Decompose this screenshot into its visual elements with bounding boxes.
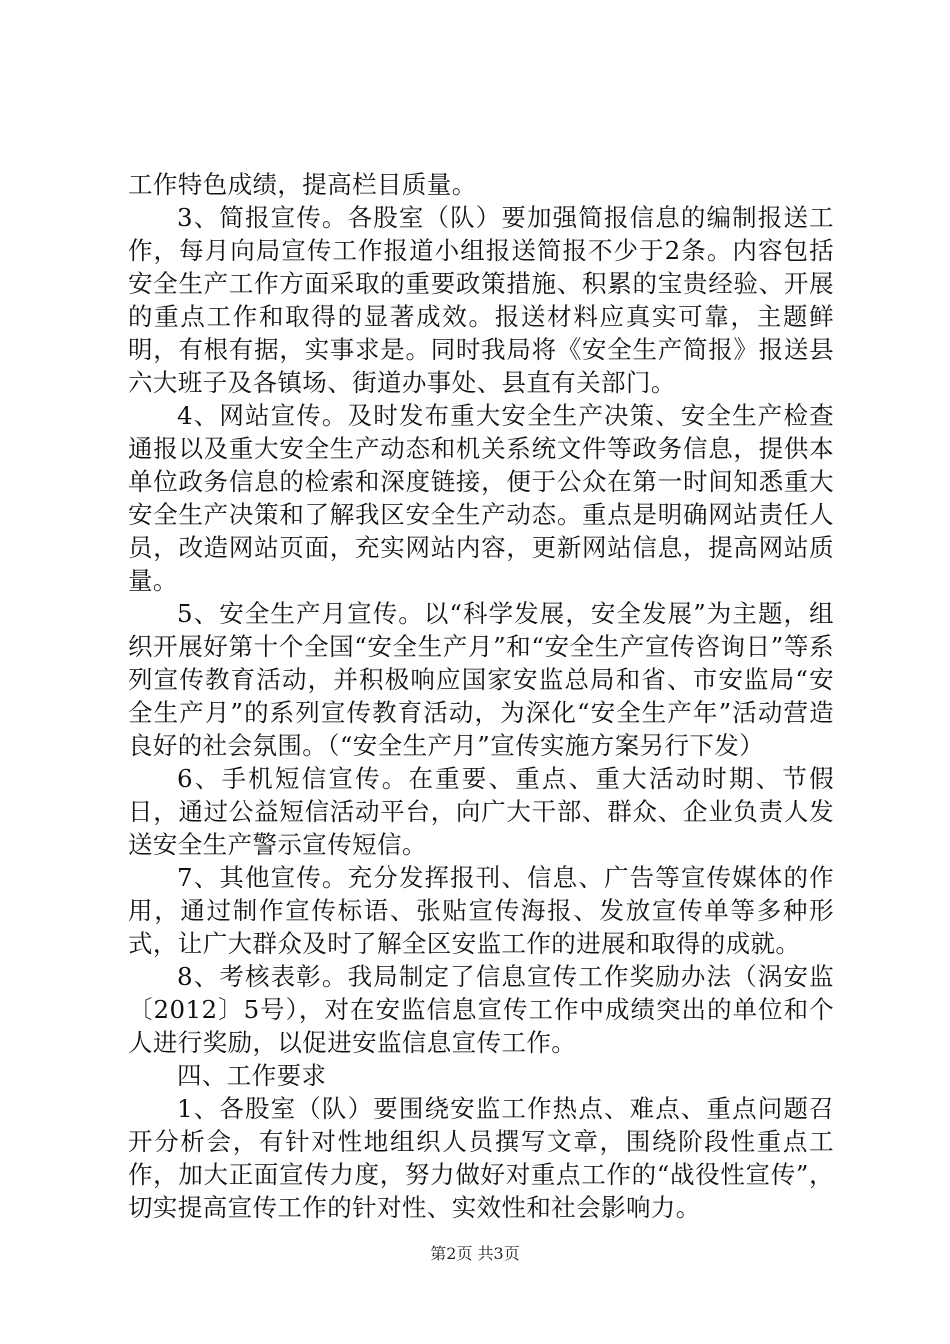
document-body [128,168,834,1224]
paragraph-briefing-publicity: 3、简报宣传。各股室（队）要加强简报信息的编制报送工作，每月向局宣传工作报道小组报送简报不少于2条。内容包括安全生产工作方面采取的重要政策措施、积累的宝贵经验、开展的重点工作和取得的显著成效。报送材料应真实可靠，主题鲜明，有根有据，实事求是。同时我局将《安全生产简报》报送县六大班子及各镇场、街道办事处、县直有关部门。 [128,203,834,397]
paragraph-sms-publicity: 6、手机短信宣传。在重要、重点、重大活动时期、节假日，通过公益短信活动平台，向广大干部、群众、企业负责人发送安全生产警示宣传短信。 [128,764,834,859]
paragraph-continuation: 工作特色成绩，提高栏目质量。 [128,170,477,199]
page-number-footer: 第2页 共3页 [430,1244,520,1263]
section-heading-work-requirements: 四、工作要求 [177,1061,327,1090]
paragraph-assessment-commendation: 8、考核表彰。我局制定了信息宣传工作奖励办法（涡安监〔2012〕5号），对在安监信息宣传工作中成绩突出的单位和个人进行奖励，以促进安监信息宣传工作。 [128,962,834,1057]
paragraph-website-publicity: 4、网站宣传。及时发布重大安全生产决策、安全生产检查通报以及重大安全生产动态和机关系统文件等政务信息，提供本单位政务信息的检索和深度链接，便于公众在第一时间知悉重大安全生产决策和了解我区安全生产动态。重点是明确网站责任人员，改造网站页面，充实网站内容，更新网站信息，提高网站质量。 [128,401,834,595]
paragraph-safety-month-publicity: 5、安全生产月宣传。以“科学发展，安全发展”为主题，组织开展好第十个全国“安全生产月”和“安全生产宣传咨询日”等系列宣传教育活动，并积极响应国家安监总局和省、市安监局“安全生产月”的系列宣传教育活动，为深化“安全生产年”活动营造良好的社会氛围。（“安全生产月”宣传实施方案另行下发） [128,599,834,760]
paragraph-requirement-1: 1、各股室（队）要围绕安监工作热点、难点、重点问题召开分析会，有针对性地组织人员撰写文章，围绕阶段性重点工作，加大正面宣传力度，努力做好对重点工作的“战役性宣传”，切实提高宣传工作的针对性、实效性和社会影响力。 [128,1094,834,1222]
paragraph-other-publicity: 7、其他宣传。充分发挥报刊、信息、广告等宣传媒体的作用，通过制作宣传标语、张贴宣传海报、发放宣传单等多种形式，让广大群众及时了解全区安监工作的进展和取得的成就。 [128,863,834,958]
